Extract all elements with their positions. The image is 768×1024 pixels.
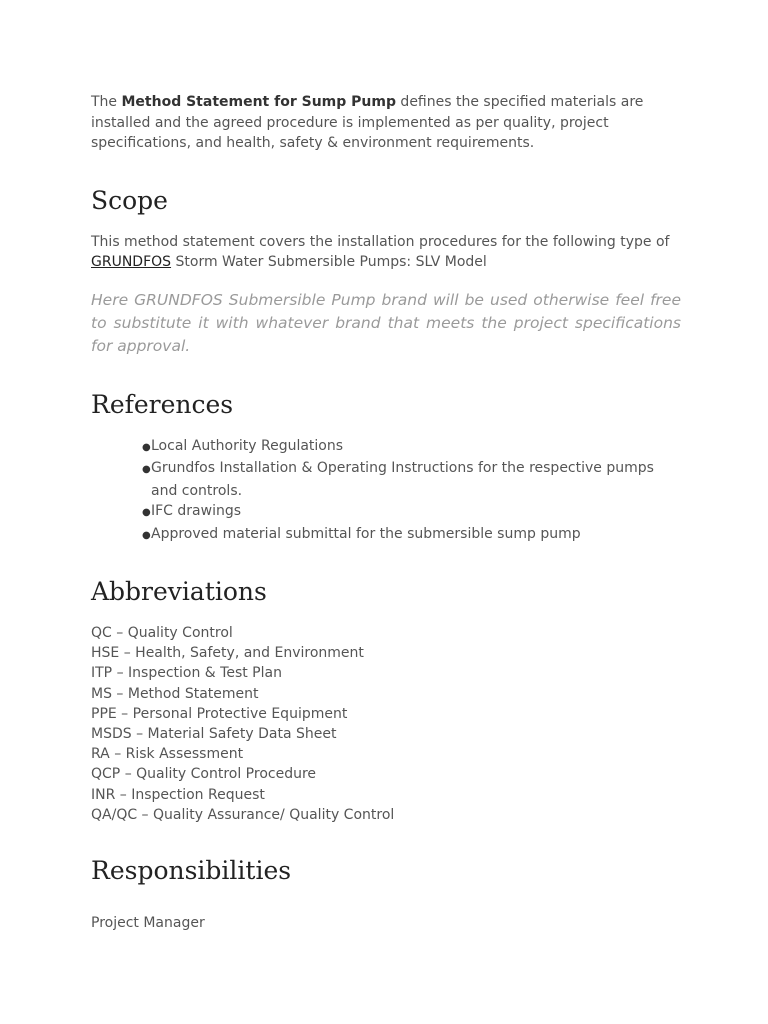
intro-bold-title: Method Statement for Sump Pump (121, 94, 396, 110)
list-item (127, 436, 681, 459)
bullet-icon: ● (142, 464, 151, 475)
abbreviation-item: QA/QC – Quality Assurance/ Quality Control (91, 806, 395, 823)
responsibility-role: Project Manager (91, 915, 205, 932)
abbreviation-item: RA – Risk Assessment (91, 746, 244, 763)
intro-lead: The (91, 94, 122, 110)
bullet-icon: ● (142, 507, 151, 518)
abbreviation-item: INR – Inspection Request (91, 786, 265, 803)
abbreviations-heading: Abbreviations (91, 577, 267, 606)
references-heading: References (91, 389, 234, 419)
document-page (91, 92, 681, 934)
abbreviation-item: QCP – Quality Control Procedure (91, 766, 317, 783)
scope-heading: Scope (91, 185, 168, 215)
intro-paragraph (91, 92, 681, 154)
bullet-icon: ● (142, 441, 151, 453)
abbreviation-item: HSE – Health, Safety, and Environment (91, 645, 364, 662)
scope-note: Here GRUNDFOS Submersible Pump brand will be used otherwise feel free to substitute it with whatever brand that meets the project specifications for approval. (91, 290, 681, 355)
responsibilities-heading: Responsibilities (91, 856, 292, 886)
bullet-icon: ● (142, 529, 151, 541)
scope-text-before: This method statement covers the installation procedures for the following type of (91, 233, 670, 250)
abbreviation-item: MS – Method Statement (91, 685, 259, 702)
reference-text: IFC drawings (151, 503, 242, 519)
scope-text-after: Storm Water Submersible Pumps: SLV Model (171, 254, 487, 270)
reference-text: Local Authority Regulations (151, 437, 344, 454)
abbreviation-item: PPE – Personal Protective Equipment (91, 705, 348, 722)
references-list (91, 436, 681, 547)
list-item (127, 524, 681, 547)
intro-rest: defines the specified materials are installed and the agreed procedure is implemented as per quality, project specifications, and health, safety & environment requirements. (91, 94, 644, 151)
abbreviation-item: ITP – Inspection & Test Plan (91, 665, 282, 682)
abbreviations-list (91, 623, 681, 825)
reference-text: Approved material submittal for the submersible sump pump (151, 525, 581, 542)
scope-paragraph (91, 232, 681, 273)
list-item (127, 458, 681, 501)
list-item (127, 501, 681, 524)
abbreviation-item: MSDS – Material Safety Data Sheet (91, 726, 337, 743)
reference-text: Grundfos Installation & Operating Instructions for the respective pumps and controls. (151, 460, 654, 499)
abbreviation-item: QC – Quality Control (91, 625, 233, 641)
grundfos-link[interactable]: GRUNDFOS (91, 254, 172, 270)
